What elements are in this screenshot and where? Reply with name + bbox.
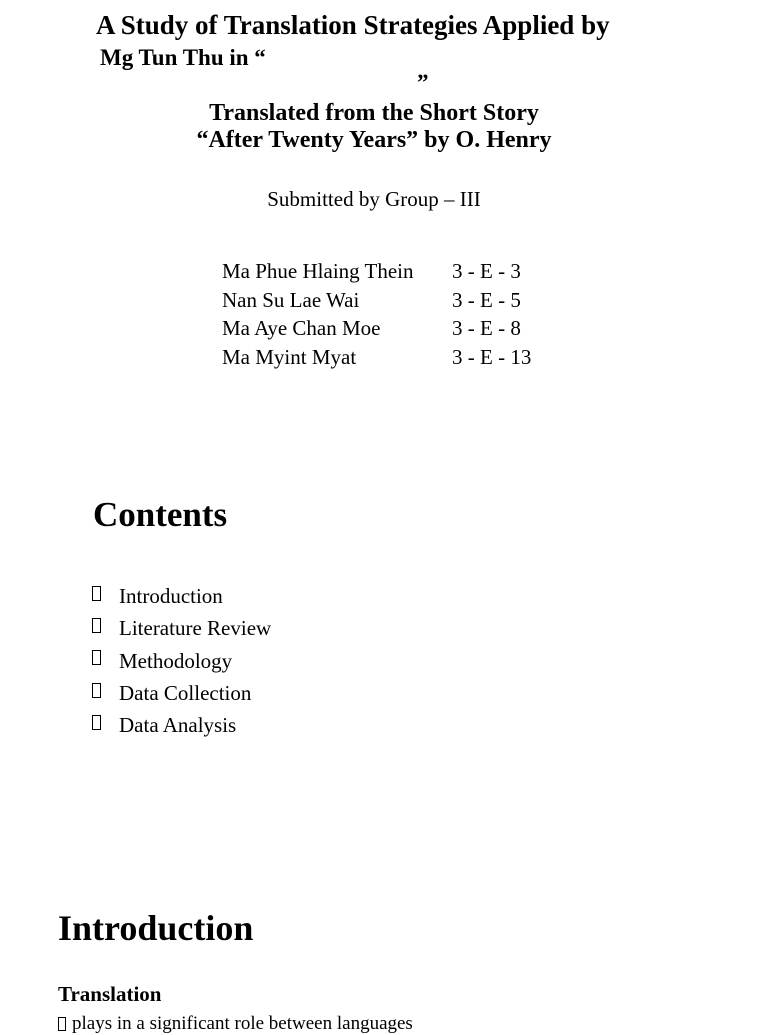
introduction-heading: Introduction <box>58 908 254 948</box>
subtitle-line-1: Translated from the Short Story <box>209 100 539 126</box>
submitted-by: Submitted by Group – III <box>267 187 481 211</box>
contents-item-label: Literature Review <box>119 616 272 641</box>
member-row <box>222 257 531 286</box>
title-line-2: Mg Tun Thu in “ <box>100 45 266 70</box>
bullet-icon <box>92 618 101 633</box>
bullet-icon <box>58 1017 66 1031</box>
contents-item <box>92 612 271 644</box>
member-row <box>222 286 531 315</box>
title-line-1: A Study of Translation Strategies Applied by <box>96 10 610 40</box>
bullet-icon <box>92 715 101 730</box>
member-name: Ma Phue Hlaing Thein <box>222 259 414 283</box>
bullet-icon <box>92 586 101 601</box>
contents-item <box>92 645 271 677</box>
contents-heading: Contents <box>93 495 228 534</box>
member-name: Ma Myint Myat <box>222 344 357 369</box>
member-roll: 3 - E - 8 <box>452 316 521 340</box>
member-row <box>222 314 531 343</box>
contents-item <box>92 677 271 709</box>
member-roll: 3 - E - 5 <box>452 287 521 312</box>
member-name: Ma Aye Chan Moe <box>222 316 381 340</box>
member-roll: 3 - E - 3 <box>452 259 521 283</box>
translation-subheading: Translation <box>58 982 162 1006</box>
members-list <box>222 257 531 371</box>
introduction-first-line-text: plays in a significant role between languages <box>72 1013 413 1034</box>
contents-item-label: Data Analysis <box>119 713 237 738</box>
contents-item-label: Methodology <box>119 648 233 673</box>
contents-item <box>92 580 271 612</box>
subtitle-line-2: “After Twenty Years” by O. Henry <box>196 127 552 153</box>
member-row <box>222 343 531 372</box>
contents-item-label: Data Collection <box>119 680 252 705</box>
introduction-first-line <box>58 1013 413 1035</box>
contents-list <box>92 580 271 741</box>
title-line-3: ” <box>417 70 429 95</box>
contents-item-label: Introduction <box>119 584 223 608</box>
bullet-icon <box>92 650 101 665</box>
bullet-icon <box>92 683 101 698</box>
contents-item <box>92 709 271 741</box>
member-name: Nan Su Lae Wai <box>222 287 360 312</box>
member-roll: 3 - E - 13 <box>452 344 532 369</box>
